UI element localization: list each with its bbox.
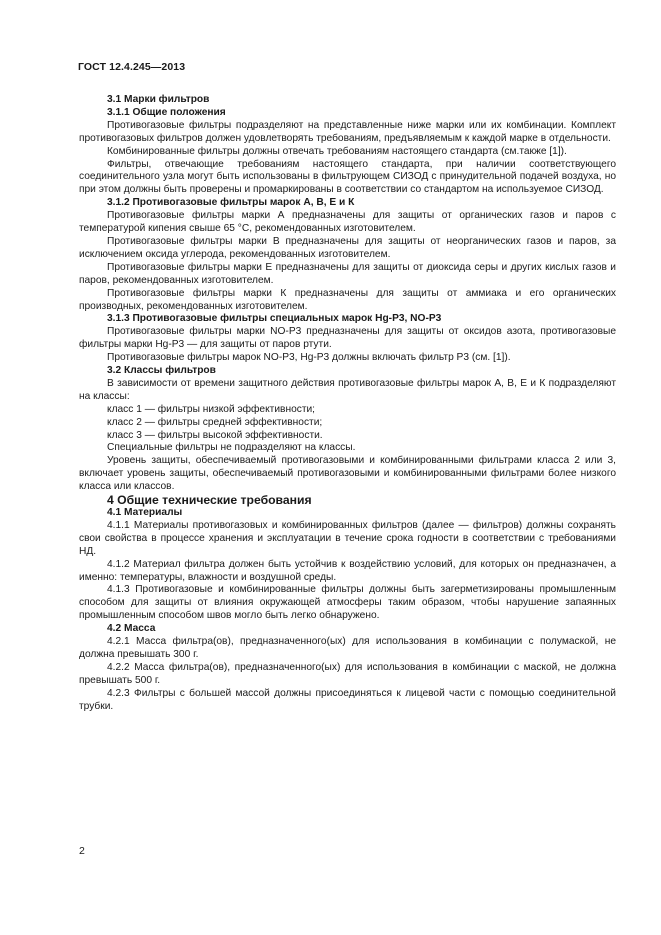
paragraph: Комбинированные фильтры должны отвечать требованиям настоящего стандарта (см.также [1]). [107,145,567,157]
paragraph: Специальные фильтры не подразделяют на классы. [107,442,356,454]
page-number: 2 [79,845,85,857]
paragraph: Противогазовые фильтры марок NO-P3, Hg-P3 должны включать фильтр Р3 (см. [1]). [107,352,511,364]
paragraph: Противогазовые фильтры марки NO-P3 предназначены для защиты от оксидов азота, противогазовые фильтры марки Hg-P3 — для защиты от паров ртути. [79,326,616,351]
section-3-1-1-heading: 3.1.1 Общие положения [107,106,226,118]
document-body [79,94,616,714]
list-item: класс 2 — фильтры средней эффективности; [107,416,323,428]
paragraph: В зависимости от времени защитного действия противогазовые фильтры марок А, В, Е и К подразделяют на классы: [79,377,616,402]
paragraph: Уровень защиты, обеспечиваемый противогазовыми и комбинированными фильтрами класса 2 или 3, включает уровень защиты, обеспечиваемый противогазовыми и комбинированными фильтрами более низкого класса или классов. [79,455,616,493]
section-3-2-heading: 3.2 Классы фильтров [107,365,216,377]
paragraph: 4.1.2 Материал фильтра должен быть устойчив к воздействию условий, для которых он предназначен, а именно: температуры, влажности и воздушной среды. [79,558,616,583]
list-item: класс 1 — фильтры низкой эффективности; [107,403,316,415]
paragraph: Противогазовые фильтры марки Е предназначены для защиты от диоксида серы и других кислых газов и паров, рекомендованных изготовителем. [79,261,616,286]
paragraph: Противогазовые фильтры подразделяют на представленные ниже марки или их комбинации. Комплект противогазовых фильтров должен удовлетворять требованиям, предъявляемым к каждой марке в отдельности. [79,119,616,144]
paragraph: Противогазовые фильтры марки А предназначены для защиты от органических газов и паров с температурой кипения свыше 65 °С, рекомендованных изготовителем. [79,210,616,235]
section-4-2-heading: 4.2 Масса [107,623,156,635]
section-4-1-heading: 4.1 Материалы [107,507,183,518]
paragraph: 4.2.3 Фильтры с большей массой должны присоединяться к лицевой части с помощью соединительной трубки. [79,687,616,712]
list-item: класс 3 — фильтры высокой эффективности. [107,429,323,441]
paragraph: Противогазовые фильтры марки В предназначены для защиты от неорганических газов и паров, за исключением оксида углерода, рекомендованных изготовителем. [79,235,616,260]
paragraph: 4.1.1 Материалы противогазовых и комбинированных фильтров (далее — фильтров) должны сохранять свои свойства в процессе хранения и эксплуатации в течение срока годности в соответствии с требованиями НД. [79,519,616,557]
section-4-heading: 4 Общие технические требования [107,493,312,508]
paragraph: Противогазовые фильтры марки К предназначены для защиты от аммиака и его органических производных, рекомендованных изготовителем. [79,287,616,312]
paragraph: 4.2.2 Масса фильтра(ов), предназначенного(ых) для использования в комбинации с маской, не должна превышать 500 г. [79,661,616,686]
section-3-1-3-heading: 3.1.3 Противогазовые фильтры специальных марок Hg-P3, NO-P3 [107,313,442,325]
document-header: ГОСТ 12.4.245—2013 [78,61,186,73]
paragraph: 4.2.1 Масса фильтра(ов), предназначенного(ых) для использования в комбинации с полумаской, не должна превышать 300 г. [79,636,616,660]
paragraph: Фильтры, отвечающие требованиям настоящего стандарта, при наличии соответствующего соединительного узла могут быть использованы в фильтрующем СИЗОД с принудительной подачей воздуха, но при этом должны быть проверены и промаркированы в соответствии со стандартом на используемое СИЗОД. [79,158,616,196]
section-3-1-2-heading: 3.1.2 Противогазовые фильтры марок А, В, Е и К [107,197,355,209]
paragraph: 4.1.3 Противогазовые и комбинированные фильтры должны быть загерметизированы промышленным способом для защиты от влияния окружающей атмосферы таким образом, чтобы нарушение запаянных промышленным способом швов могло быть легко обнаружено. [79,584,616,622]
section-3-1-heading: 3.1 Марки фильтров [107,94,210,105]
